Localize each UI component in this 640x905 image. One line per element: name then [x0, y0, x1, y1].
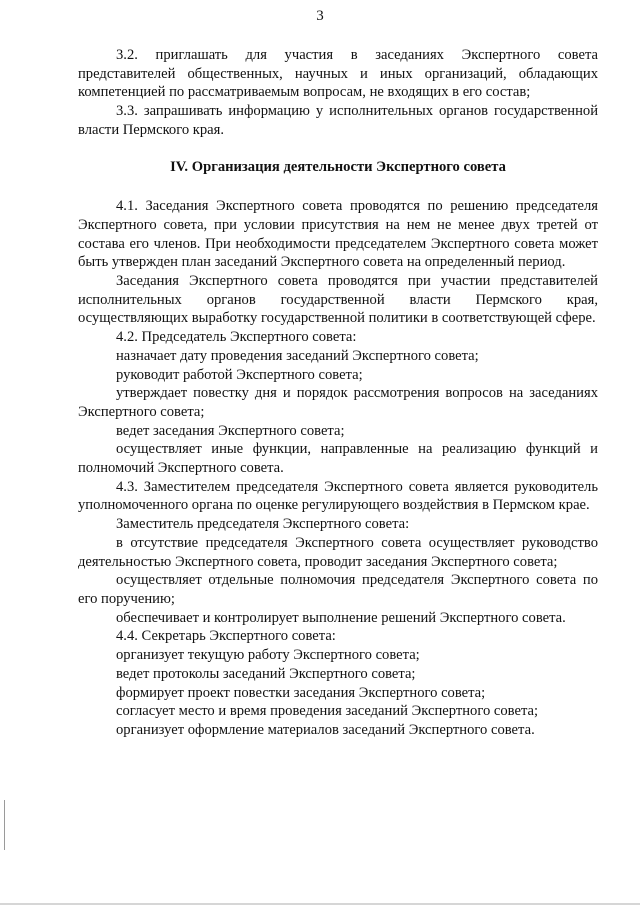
deputy-duty-item: в отсутствие председателя Экспертного совета осуществляет руководство деятельностью Экспертного совета, проводит заседания Экспертного совета; — [78, 534, 598, 570]
chair-duty-item: утверждает повестку дня и порядок рассмотрения вопросов на заседаниях Экспертного совета; — [78, 385, 598, 420]
clause-3-2: 3.2. приглашать для участия в заседаниях Экспертного совета представителей общественных, научных и иных организаций, обладающих компетенцией по рассматриваемым вопросам, не входящих в его состав; — [78, 47, 598, 101]
deputy-duty-item: обеспечивает и контролирует выполнение решений Экспертного совета. — [116, 609, 566, 626]
secretary-duty-item: организует оформление материалов заседаний Экспертного совета. — [116, 721, 535, 738]
clause-4-2: 4.2. Председатель Экспертного совета: — [116, 329, 357, 346]
chair-duty-item: ведет заседания Экспертного совета; — [116, 422, 345, 439]
clause-4-3: 4.3. Заместителем председателя Экспертного совета является руководитель уполномоченного органа по оценке регулирующего воздействия в Пермском крае. — [78, 478, 598, 514]
clause-4-1: 4.1. Заседания Экспертного совета проводятся по решению председателя Экспертного совета, при условии присутствия на нем не менее двух третей от состава его членов. При необходимости председателем Экспертного совета может быть утвержден план заседаний Экспертного совета на определенный период. — [78, 198, 598, 271]
deputy-duty-item: осуществляет отдельные полномочия председателя Экспертного совета по его поручению; — [78, 572, 598, 607]
deputy-chair-heading: Заместитель председателя Экспертного совета: — [116, 516, 410, 533]
clause-3-3: 3.3. запрашивать информацию у исполнительных органов государственной власти Пермского края. — [78, 103, 598, 138]
secretary-duty-item: формирует проект повестки заседания Экспертного совета; — [116, 684, 486, 701]
chair-duty-item: руководит работой Экспертного совета; — [116, 366, 363, 383]
document-body — [78, 46, 598, 740]
chair-duty-item: осуществляет иные функции, направленные на реализацию функций и полномочий Экспертного совета. — [78, 441, 598, 477]
section-heading: IV. Организация деятельности Экспертного совета — [170, 158, 506, 175]
secretary-duty-item: организует текущую работу Экспертного совета; — [116, 647, 420, 664]
scan-edge-mark — [4, 800, 5, 850]
secretary-duty-item: согласует место и время проведения заседаний Экспертного совета; — [116, 703, 539, 720]
paragraph-meeting-participants: Заседания Экспертного совета проводятся при участии представителей исполнительных органов государственной власти Пермского края, осуществляющих выработку государственной политики в соответствующей сфере. — [78, 273, 598, 327]
secretary-duty-item: ведет протоколы заседаний Экспертного совета; — [116, 665, 416, 682]
chair-duty-item: назначает дату проведения заседаний Экспертного совета; — [116, 347, 479, 364]
page-number: 3 — [316, 8, 324, 24]
clause-4-4: 4.4. Секретарь Экспертного совета: — [116, 628, 336, 645]
